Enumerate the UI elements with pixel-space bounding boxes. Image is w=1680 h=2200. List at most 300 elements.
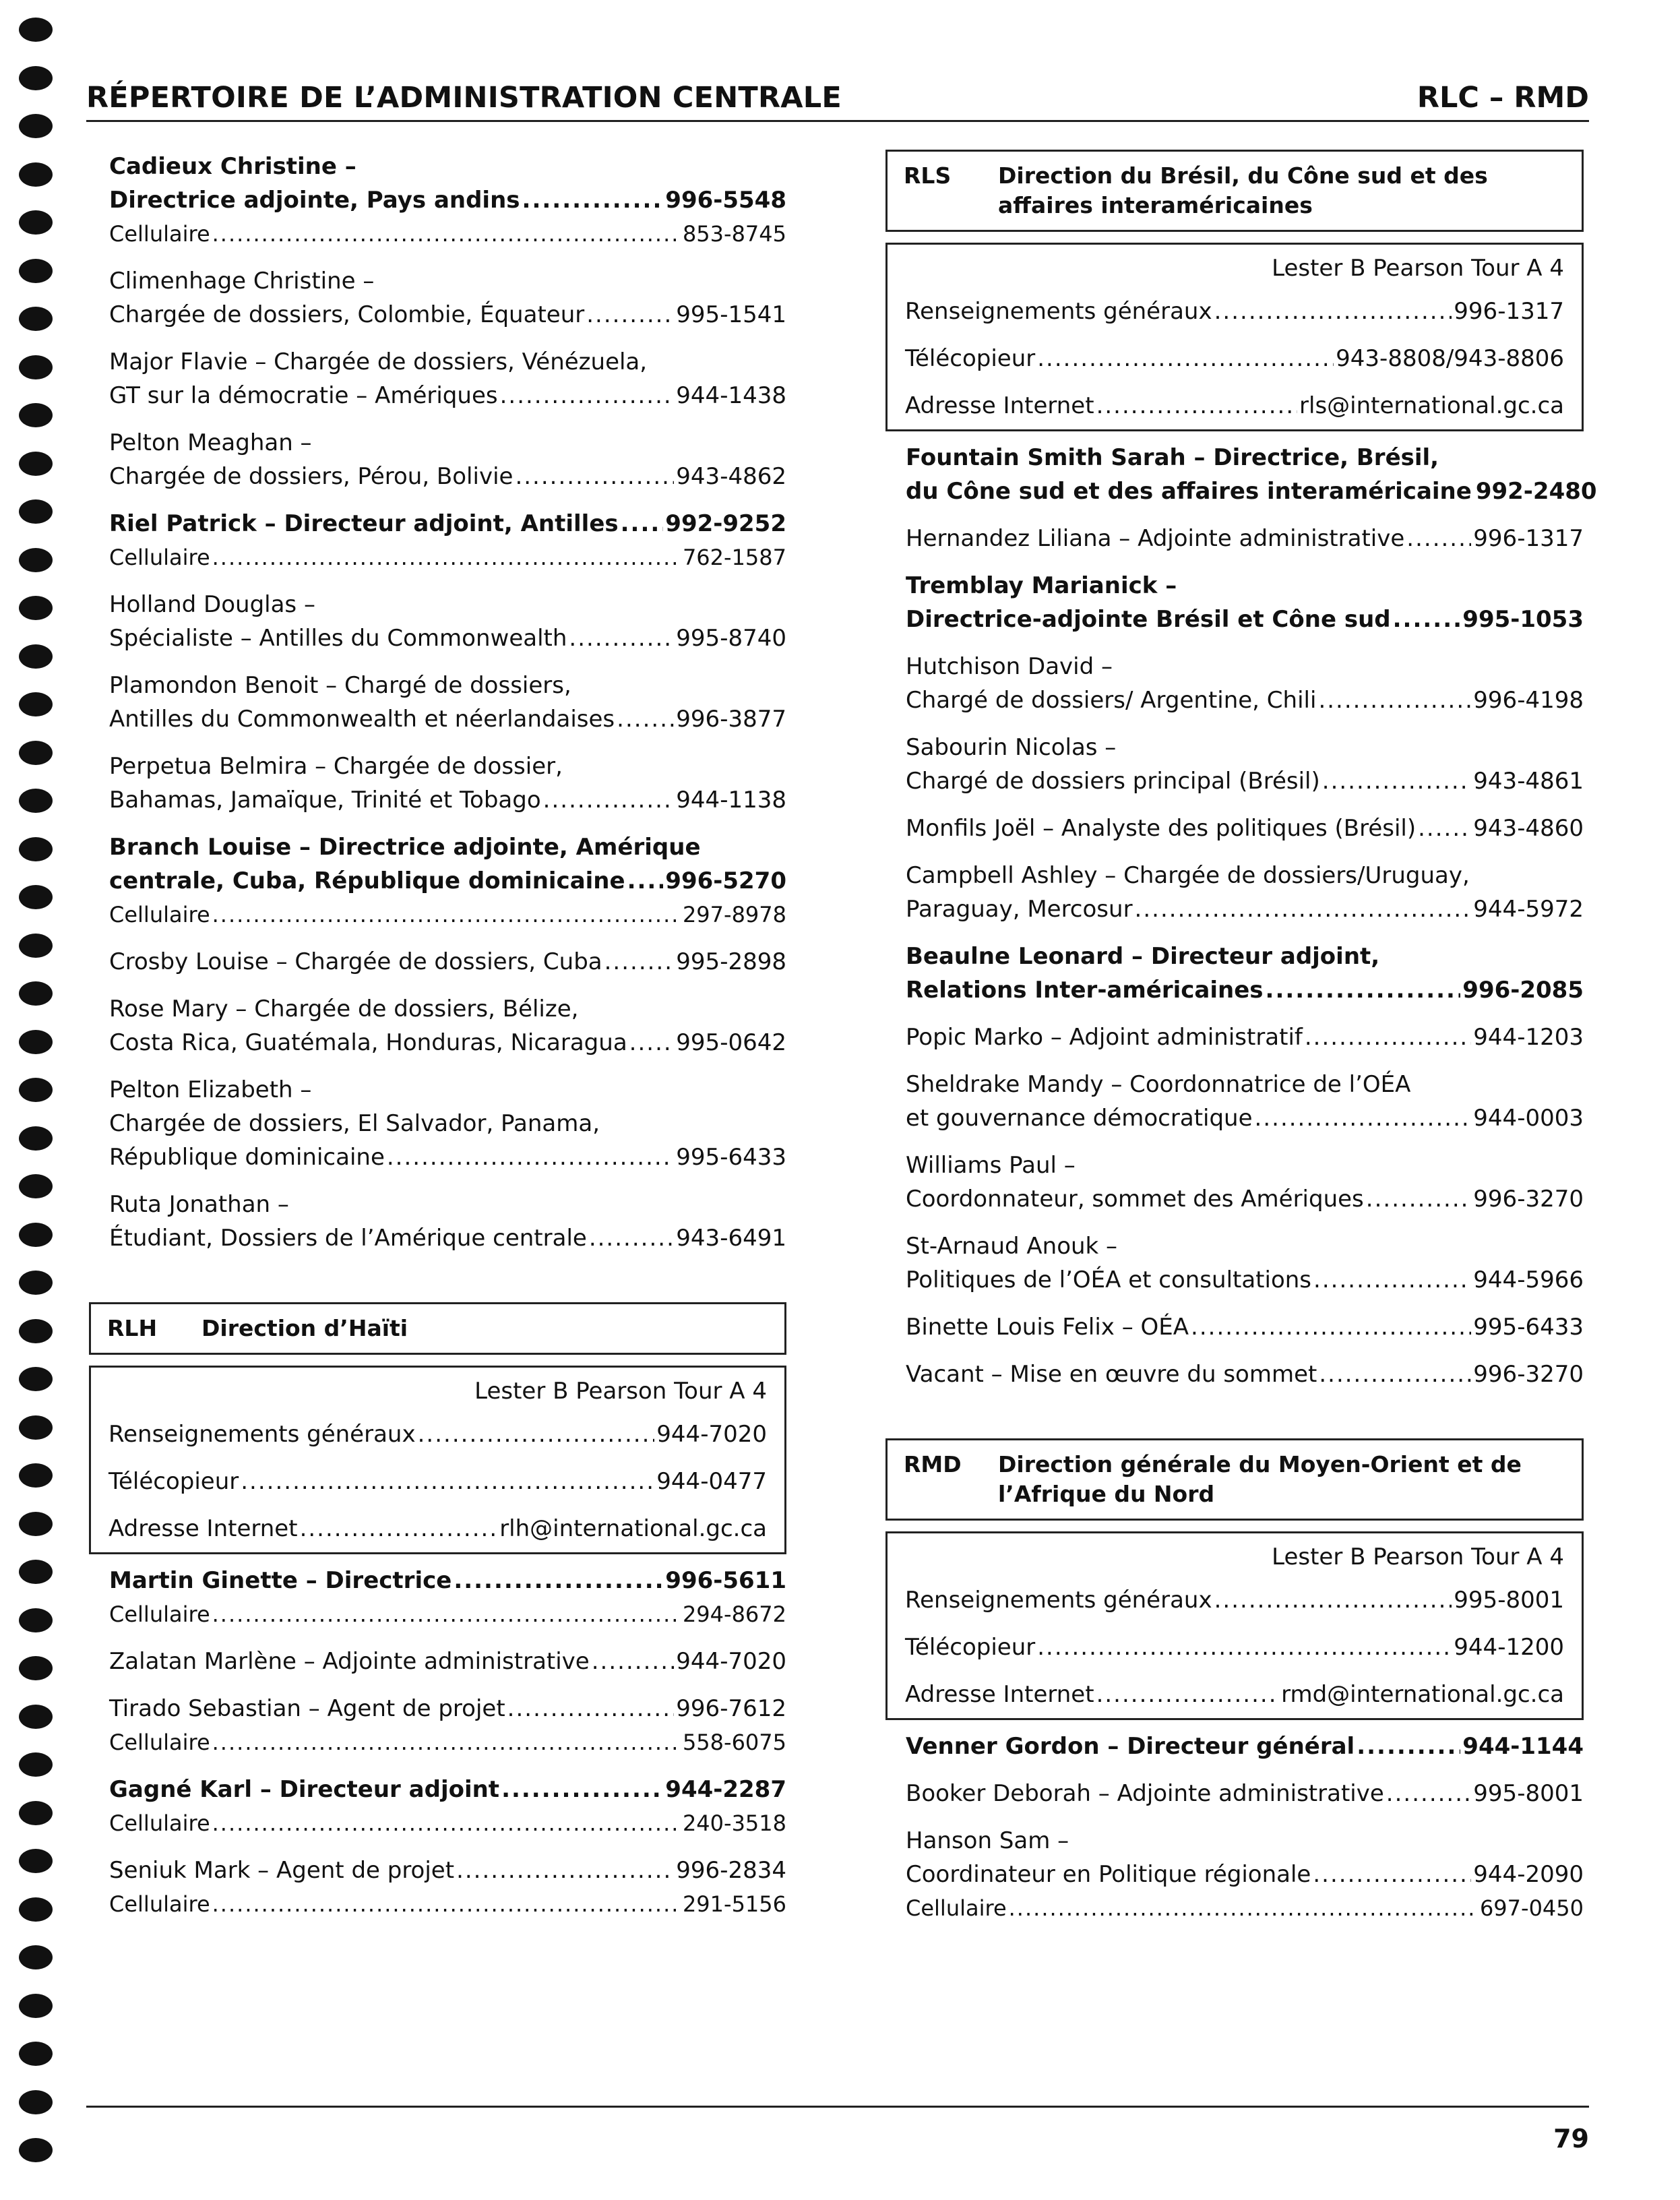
entry-text: Pelton Elizabeth –	[109, 1076, 312, 1103]
binding-hole	[19, 1994, 53, 2018]
phone-number: 996-1317	[1454, 298, 1564, 325]
entry-line	[905, 1630, 1564, 1664]
entry-line	[109, 1026, 786, 1060]
entry-text: Bahamas, Jamaïque, Trinité et Tobago	[109, 787, 541, 814]
directory-entry	[906, 731, 1584, 798]
directory-entry	[906, 522, 1584, 555]
phone-number: 996-1317	[1473, 525, 1584, 552]
directory-entry	[906, 1149, 1584, 1216]
phone-number: 944-1438	[676, 382, 786, 409]
phone-number: 943-6491	[676, 1225, 786, 1252]
phone-number: 944-1138	[676, 787, 786, 814]
binding-hole	[19, 789, 53, 813]
entry-text: Télécopieur	[905, 1634, 1036, 1661]
entry-line	[906, 1182, 1584, 1216]
directory-entry	[109, 1073, 786, 1174]
entry-line	[906, 1777, 1584, 1810]
rls-entries	[885, 441, 1597, 1391]
entry-line	[906, 569, 1584, 603]
binding-hole	[19, 1078, 53, 1102]
dot-leader	[586, 298, 674, 332]
directory-entry	[109, 1854, 786, 1921]
entry-line	[109, 1887, 786, 1921]
dot-leader	[1096, 1678, 1280, 1711]
entry-line	[109, 264, 786, 298]
entry-text: Directrice adjointe, Pays andins	[109, 187, 520, 214]
directorate-name: Direction du Brésil, du Cône sud et des affaires interaméricaines	[998, 162, 1488, 218]
directory-entry	[109, 1188, 786, 1255]
directory-entry	[109, 345, 786, 413]
entry-text: et gouvernance démocratique	[906, 1105, 1253, 1132]
directory-entry	[109, 1645, 786, 1678]
dot-leader	[1366, 1182, 1472, 1216]
binding-hole	[19, 259, 53, 283]
dot-leader	[589, 1221, 674, 1255]
binding-hole	[19, 162, 53, 187]
phone-number: 943-4862	[676, 463, 786, 490]
dot-leader	[1313, 1858, 1471, 1891]
entry-line	[109, 1725, 786, 1759]
directory-entry	[906, 569, 1584, 636]
binding-hole	[19, 1271, 53, 1295]
dot-leader	[569, 621, 674, 655]
entry-line	[109, 945, 786, 979]
entry-text: Vacant – Mise en œuvre du sommet	[906, 1361, 1317, 1388]
entry-line	[109, 1806, 786, 1840]
entry-text: Pelton Meaghan –	[109, 429, 312, 456]
entry-text: Télécopieur	[905, 345, 1036, 372]
directory-entry	[109, 669, 786, 736]
entry-text: Renseignements généraux	[108, 1421, 416, 1448]
entry-text: Booker Deborah – Adjointe administrative	[906, 1780, 1384, 1807]
dot-leader	[1318, 683, 1471, 717]
entry-text: Antilles du Commonwealth et néerlandaises	[109, 706, 615, 733]
entry-line	[109, 783, 786, 817]
dot-leader	[1406, 522, 1471, 555]
entry-line	[109, 1140, 786, 1174]
binding-hole	[19, 981, 53, 1006]
entry-line	[109, 992, 786, 1026]
entry-line	[906, 1263, 1584, 1297]
phone-number: 996-5611	[665, 1567, 786, 1594]
binding-hole	[19, 1415, 53, 1440]
entry-line	[109, 669, 786, 702]
entry-text: Branch Louise – Directrice adjointe, Amérique	[109, 834, 701, 861]
dot-leader	[500, 379, 675, 413]
binding-hole	[19, 210, 53, 235]
phone-number: 944-1203	[1473, 1024, 1584, 1051]
dot-leader	[1214, 295, 1452, 328]
directory-entry	[906, 1357, 1584, 1391]
phone-number: 944-2287	[665, 1776, 786, 1803]
entry-text: Rose Mary – Chargée de dossiers, Bélize,	[109, 996, 579, 1022]
entry-text: Adresse Internet	[905, 392, 1094, 419]
entry-text: Chargée de dossiers, Pérou, Bolivie	[109, 463, 514, 490]
entry-line	[905, 1583, 1564, 1617]
entry-text: Renseignements généraux	[905, 1587, 1212, 1614]
dot-leader	[543, 783, 675, 817]
phone-number: 995-8001	[1454, 1587, 1564, 1614]
entry-line	[906, 731, 1584, 764]
directory-entry	[109, 830, 786, 931]
binding-holes	[19, 18, 54, 2188]
binding-hole	[19, 452, 53, 476]
dot-leader	[1266, 973, 1461, 1007]
info-lines	[905, 295, 1564, 423]
entry-text: Tremblay Marianick –	[906, 572, 1177, 599]
entry-text: Cellulaire	[109, 221, 210, 247]
entry-text: Venner Gordon – Directeur général	[906, 1733, 1355, 1760]
phone-number: 995-1541	[676, 301, 786, 328]
binding-hole	[19, 1608, 53, 1632]
dot-leader	[1037, 342, 1334, 375]
info-box-rls	[885, 243, 1584, 431]
phone-number: rls@international.gc.ca	[1299, 392, 1564, 419]
dot-leader	[1322, 764, 1472, 798]
entry-text: Monfils Joël – Analyste des politiques (Brésil)	[906, 815, 1417, 842]
dot-leader	[629, 1026, 675, 1060]
phone-number: 944-1144	[1462, 1733, 1584, 1760]
binding-hole	[19, 837, 53, 861]
binding-hole	[19, 2138, 53, 2162]
dot-leader	[1096, 389, 1297, 423]
rmd-entries	[885, 1730, 1584, 1925]
dot-leader	[627, 864, 664, 898]
entry-line	[906, 475, 1597, 508]
binding-hole	[19, 1656, 53, 1680]
section-range: RLC – RMD	[1417, 81, 1589, 115]
entry-text: Cellulaire	[109, 545, 210, 570]
entry-line	[109, 1645, 786, 1678]
dot-leader	[515, 460, 674, 493]
entry-text: Binette Louis Felix – OÉA	[906, 1314, 1189, 1341]
dot-leader	[212, 1806, 681, 1840]
directory-entry	[906, 940, 1584, 1007]
page-header	[86, 73, 1589, 122]
dot-leader	[1214, 1583, 1452, 1617]
entry-line	[906, 1858, 1584, 1891]
entry-line	[109, 507, 786, 541]
dot-leader	[212, 898, 681, 931]
directory-entry	[109, 588, 786, 655]
phone-number: 240-3518	[682, 1810, 786, 1836]
phone-number: 996-3270	[1473, 1361, 1584, 1388]
dot-leader	[418, 1417, 655, 1451]
entry-line	[109, 621, 786, 655]
directory-entry	[109, 1773, 786, 1840]
directory-entry	[906, 859, 1584, 926]
entry-text: Chargé de dossiers principal (Brésil)	[906, 768, 1320, 795]
phone-number: 996-2834	[676, 1857, 786, 1884]
entry-text: Télécopieur	[108, 1468, 239, 1495]
entry-text: Holland Douglas –	[109, 591, 315, 618]
directory-entry	[109, 992, 786, 1060]
entry-line	[905, 342, 1564, 375]
binding-hole	[19, 644, 53, 669]
entry-text: Beaulne Leonard – Directeur adjoint,	[906, 943, 1380, 970]
phone-number: 996-3877	[676, 706, 786, 733]
entry-line	[109, 150, 786, 183]
entry-line	[109, 183, 786, 217]
phone-number: 762-1587	[682, 545, 786, 570]
phone-number: 996-3270	[1473, 1186, 1584, 1213]
entry-line	[906, 650, 1584, 683]
entry-text: Adresse Internet	[905, 1681, 1094, 1708]
rlh-entries	[89, 1564, 786, 1921]
dot-leader	[1305, 1020, 1471, 1054]
directory-entry	[906, 1020, 1584, 1054]
dot-leader	[1135, 892, 1472, 926]
phone-number: rlh@international.gc.ca	[499, 1515, 767, 1542]
entry-text: Directrice-adjointe Brésil et Cône sud	[906, 606, 1391, 633]
phone-number: 944-0477	[656, 1468, 767, 1495]
entry-text: Chargée de dossiers, Colombie, Équateur	[109, 301, 585, 328]
entry-text: Major Flavie – Chargée de dossiers, Vénézuela,	[109, 348, 648, 375]
directorate-box-rmd	[885, 1438, 1584, 1521]
entry-text: Fountain Smith Sarah – Directrice, Brésil,	[906, 444, 1439, 471]
entry-line	[906, 1891, 1584, 1925]
info-box-rlh	[89, 1366, 786, 1554]
phone-number: 943-8808/943-8806	[1336, 345, 1564, 372]
entry-line	[905, 1678, 1564, 1711]
directory-entry	[906, 1824, 1584, 1925]
entry-text: Chargé de dossiers/ Argentine, Chili	[906, 687, 1317, 714]
dot-leader	[507, 1692, 675, 1725]
dot-leader	[1393, 603, 1461, 636]
binding-hole	[19, 692, 53, 716]
entry-text: Costa Rica, Guatémala, Honduras, Nicaragua	[109, 1029, 627, 1056]
info-lines	[108, 1417, 767, 1546]
entry-line	[109, 1221, 786, 1255]
dot-leader	[1009, 1891, 1478, 1925]
phone-number: 943-4860	[1473, 815, 1584, 842]
phone-number: 558-6075	[682, 1730, 786, 1755]
entry-line	[905, 295, 1564, 328]
binding-hole	[19, 741, 53, 765]
binding-hole	[19, 1030, 53, 1054]
binding-hole	[19, 307, 53, 331]
entry-text: Coordinateur en Politique régionale	[906, 1861, 1311, 1888]
directorate-box-rlh	[89, 1302, 786, 1355]
entry-text: centrale, Cuba, République dominicaine	[109, 867, 625, 894]
entry-line	[108, 1465, 767, 1498]
entry-text: Étudiant, Dossiers de l’Amérique centrale	[109, 1225, 587, 1252]
entry-text: Gagné Karl – Directeur adjoint	[109, 1776, 500, 1803]
dot-leader	[1418, 812, 1471, 845]
entry-line	[109, 217, 786, 251]
entry-line	[109, 1773, 786, 1806]
binding-hole	[19, 1752, 53, 1777]
location: Lester B Pearson Tour A 4	[1272, 1544, 1564, 1570]
entry-line	[109, 345, 786, 379]
entry-line	[906, 812, 1584, 845]
entry-line	[109, 426, 786, 460]
entry-text: Climenhage Christine –	[109, 268, 375, 295]
phone-number: 297-8978	[682, 902, 786, 927]
binding-hole	[19, 403, 53, 427]
phone-number: 995-8001	[1473, 1780, 1584, 1807]
entry-text: Riel Patrick – Directeur adjoint, Antilles	[109, 510, 619, 537]
entry-text: Sabourin Nicolas –	[906, 734, 1117, 761]
binding-hole	[19, 18, 53, 42]
entry-line	[109, 702, 786, 736]
dot-leader	[241, 1465, 654, 1498]
entry-line	[906, 1020, 1584, 1054]
entry-text: Campbell Ashley – Chargée de dossiers/Uruguay,	[906, 862, 1470, 889]
entry-text: Seniuk Mark – Agent de projet	[109, 1857, 455, 1884]
entry-text: St-Arnaud Anouk –	[906, 1233, 1118, 1260]
entry-line	[906, 1068, 1584, 1101]
entry-line	[906, 973, 1584, 1007]
entry-text: Cellulaire	[109, 1891, 210, 1917]
binding-hole	[19, 1801, 53, 1825]
dot-leader	[621, 507, 664, 541]
dot-leader	[1255, 1101, 1472, 1135]
directory-entry	[906, 1310, 1584, 1344]
binding-hole	[19, 2042, 53, 2066]
dot-leader	[212, 541, 681, 574]
directory-entry	[906, 1730, 1584, 1763]
directory-entry	[906, 1229, 1584, 1297]
dot-leader	[212, 1887, 681, 1921]
page-footer	[86, 2106, 1589, 2153]
entry-line	[109, 541, 786, 574]
page-number: 79	[1553, 2124, 1589, 2153]
entry-line	[108, 1417, 767, 1451]
directorate-code: RMD	[904, 1451, 962, 1477]
directory-entry	[906, 812, 1584, 845]
page-title: RÉPERTOIRE DE L’ADMINISTRATION CENTRALE	[86, 81, 842, 115]
directorate-box-rls	[885, 150, 1584, 232]
dot-leader	[501, 1773, 663, 1806]
entry-line	[906, 940, 1584, 973]
phone-number: 944-2090	[1473, 1861, 1584, 1888]
entry-text: Hernandez Liliana – Adjointe administrative	[906, 525, 1405, 552]
binding-hole	[19, 548, 53, 572]
binding-hole	[19, 885, 53, 909]
phone-number: 996-7612	[676, 1695, 786, 1722]
binding-hole	[19, 1945, 53, 1969]
binding-hole	[19, 1897, 53, 1922]
phone-number: 697-0450	[1479, 1895, 1584, 1921]
dot-leader	[1319, 1357, 1471, 1391]
entry-line	[906, 1149, 1584, 1182]
entry-line	[906, 603, 1584, 636]
directory-entry	[109, 507, 786, 574]
phone-number: 995-2898	[676, 948, 786, 975]
phone-number: 291-5156	[682, 1891, 786, 1917]
entry-line	[109, 1854, 786, 1887]
entry-text: Crosby Louise – Chargée de dossiers, Cuba	[109, 948, 602, 975]
dot-leader	[592, 1645, 675, 1678]
binding-hole	[19, 1223, 53, 1247]
directory-entry	[109, 150, 786, 251]
phone-number: 996-2085	[1462, 977, 1584, 1004]
binding-hole	[19, 1174, 53, 1198]
directory-entry	[906, 441, 1597, 508]
phone-number: rmd@international.gc.ca	[1281, 1681, 1564, 1708]
entry-line	[109, 1107, 786, 1140]
dot-leader	[1386, 1777, 1472, 1810]
directory-entry	[906, 650, 1584, 717]
entry-text: Cadieux Christine –	[109, 153, 356, 180]
entry-text: Paraguay, Mercosur	[906, 896, 1133, 923]
right-column	[885, 150, 1597, 1938]
entry-text: Martin Ginette – Directrice	[109, 1567, 452, 1594]
entry-line	[906, 1101, 1584, 1135]
entry-text: Tirado Sebastian – Agent de projet	[109, 1695, 505, 1722]
directory-entry	[109, 1692, 786, 1759]
binding-hole	[19, 355, 53, 379]
phone-number: 944-0003	[1473, 1105, 1584, 1132]
entry-line	[109, 750, 786, 783]
entry-line	[906, 1357, 1584, 1391]
entry-text: Cellulaire	[109, 1730, 210, 1755]
entry-line	[906, 859, 1584, 892]
binding-hole	[19, 1319, 53, 1343]
info-lines	[905, 1583, 1564, 1711]
entry-line	[109, 1692, 786, 1725]
left-entries	[89, 150, 786, 1255]
phone-number: 943-4861	[1473, 768, 1584, 795]
phone-number: 944-5972	[1473, 896, 1584, 923]
phone-number: 853-8745	[682, 221, 786, 247]
phone-number: 996-4198	[1473, 687, 1584, 714]
entry-line	[906, 683, 1584, 717]
entry-line	[109, 864, 786, 898]
entry-text: Chargée de dossiers, El Salvador, Panama,	[109, 1110, 600, 1137]
location: Lester B Pearson Tour A 4	[1272, 255, 1564, 282]
directory-entry	[906, 1068, 1584, 1135]
entry-line	[906, 441, 1584, 475]
entry-text: République dominicaine	[109, 1144, 385, 1171]
dot-leader	[212, 1725, 681, 1759]
dot-leader	[604, 945, 675, 979]
entry-line	[905, 389, 1564, 423]
dot-leader	[1357, 1730, 1460, 1763]
phone-number: 996-5548	[665, 187, 786, 214]
entry-line	[109, 830, 786, 864]
entry-text: Politiques de l’OÉA et consultations	[906, 1266, 1312, 1293]
entry-line	[109, 588, 786, 621]
entry-text: Sheldrake Mandy – Coordonnatrice de l’OÉA	[906, 1071, 1411, 1098]
binding-hole	[19, 1849, 53, 1873]
directory-entry	[109, 1564, 786, 1631]
binding-hole	[19, 114, 53, 138]
dot-leader	[1313, 1263, 1471, 1297]
entry-line	[109, 898, 786, 931]
entry-line	[906, 764, 1584, 798]
entry-text: Perpetua Belmira – Chargée de dossier,	[109, 753, 563, 780]
phone-number: 995-0642	[676, 1029, 786, 1056]
entry-text: Coordonnateur, sommet des Amériques	[906, 1186, 1364, 1213]
phone-number: 294-8672	[682, 1601, 786, 1627]
entry-line	[109, 1597, 786, 1631]
dot-leader	[212, 217, 681, 251]
phone-number: 944-7020	[676, 1648, 786, 1675]
phone-number: 992-2480	[1475, 478, 1597, 505]
binding-hole	[19, 499, 53, 524]
location: Lester B Pearson Tour A 4	[474, 1378, 767, 1405]
directory-entry	[109, 945, 786, 979]
entry-text: Cellulaire	[906, 1895, 1007, 1921]
entry-line	[109, 460, 786, 493]
dot-leader	[300, 1512, 498, 1546]
left-column	[89, 150, 786, 1934]
entry-line	[906, 1310, 1584, 1344]
directory-entry	[109, 426, 786, 493]
directory-entry	[109, 264, 786, 332]
